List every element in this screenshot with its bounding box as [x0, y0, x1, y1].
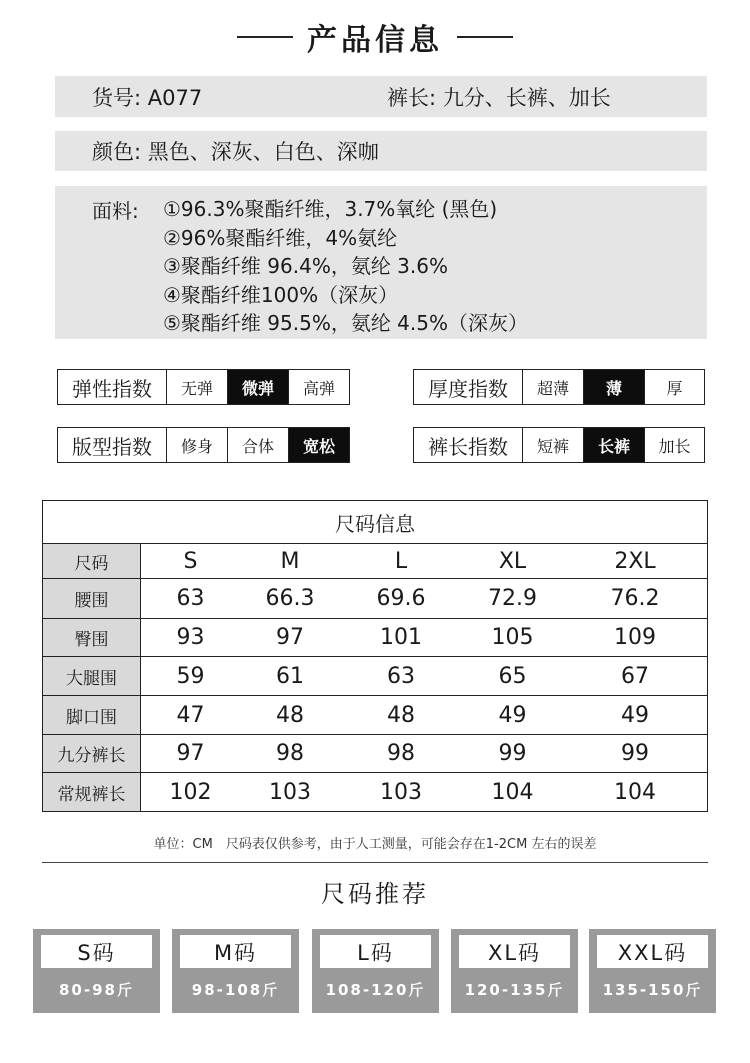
recommend-title: 尺码推荐 [321, 880, 429, 908]
card-size-label: M码 [180, 935, 291, 968]
fabric-lines [163, 195, 528, 338]
table-row [43, 735, 707, 773]
fabric-line: ②96%聚酯纤维，4%氨纶 [163, 225, 398, 250]
table-cell: 109 [614, 625, 656, 650]
table-cell: 97 [176, 741, 205, 766]
table-cell: 99 [498, 741, 527, 766]
table-cell: 48 [276, 702, 304, 728]
index-option: 修身 [167, 428, 228, 462]
table-cell: 48 [387, 702, 415, 728]
size-column-header: 2XL [614, 548, 656, 574]
thickness-index [413, 369, 705, 405]
index-option: 薄 [584, 370, 645, 404]
length-text: 裤长: 九分、长裤、加长 [387, 85, 611, 110]
fabric-line: ⑤聚酯纤维 95.5%，氨纶 4.5%（深灰） [163, 311, 528, 335]
table-cell: 76.2 [610, 586, 660, 611]
table-cell: 93 [176, 625, 205, 650]
table-cell: 72.9 [488, 586, 537, 611]
table-cell: 104 [491, 779, 534, 805]
card-weight-range: 80-98斤 [59, 981, 134, 999]
table-cell: 63 [387, 663, 415, 689]
index-label: 版型指数 [58, 428, 167, 462]
index-label: 弹性指数 [58, 370, 167, 404]
table-cell: 59 [176, 663, 205, 689]
size-column-header: L [394, 548, 408, 574]
size-header-label: 尺码 [43, 544, 141, 578]
fabric-line: ③聚酯纤维 96.4%，氨纶 3.6% [163, 254, 448, 278]
elasticity-index [57, 369, 350, 405]
size-card-xxl [589, 929, 716, 1013]
table-cell: 63 [176, 586, 205, 611]
index-option: 微弹 [228, 370, 289, 404]
table-row [43, 773, 707, 811]
index-option: 无弹 [167, 370, 228, 404]
index-label: 厚度指数 [414, 370, 523, 404]
table-cell: 47 [176, 702, 205, 728]
measurement-note: 单位：CM 尺码表仅供参考，由于人工测量，可能会存在1-2CM 左右的误差 [153, 837, 597, 852]
table-cell: 98 [387, 741, 415, 766]
sku-length-band [55, 76, 707, 117]
card-weight-range: 135-150斤 [602, 981, 703, 999]
card-size-label: XXL码 [597, 935, 708, 968]
table-cell: 65 [498, 663, 527, 689]
table-cell: 66.3 [265, 586, 315, 611]
card-weight-range: 98-108斤 [191, 981, 280, 999]
index-option: 超薄 [523, 370, 584, 404]
card-weight-range: 108-120斤 [325, 981, 426, 999]
table-cell: 97 [276, 625, 304, 650]
size-column-header: M [280, 548, 300, 574]
table-cell: 101 [380, 625, 422, 650]
size-card-s [33, 929, 160, 1013]
table-cell: 98 [276, 741, 304, 766]
index-option: 高弹 [302, 378, 335, 398]
index-option: 厚 [666, 378, 683, 398]
size-column-header: S [183, 548, 198, 574]
index-option: 长裤 [584, 428, 645, 462]
row-label: 大腿围 [43, 657, 141, 695]
table-cell: 102 [169, 779, 212, 805]
fabric-line: ④聚酯纤维100%（深灰） [163, 282, 399, 307]
table-cell: 104 [614, 779, 656, 805]
row-label: 常规裤长 [43, 773, 141, 811]
index-option: 加长 [658, 436, 691, 456]
table-row [43, 619, 707, 657]
index-option: 合体 [228, 428, 289, 462]
fit-index [57, 427, 350, 463]
table-cell: 69.6 [376, 586, 426, 611]
title-rule-right [457, 36, 513, 38]
size-column-header: XL [498, 548, 527, 574]
size-card-xl [451, 929, 578, 1013]
page-title-block [0, 12, 750, 62]
size-card-l [312, 929, 439, 1013]
table-row [43, 696, 707, 735]
card-size-label: L码 [320, 935, 431, 968]
table-cell: 99 [621, 741, 649, 766]
table-cell: 49 [498, 702, 527, 728]
row-label: 腰围 [43, 579, 141, 618]
table-cell: 105 [491, 625, 534, 650]
card-size-label: XL码 [459, 935, 570, 968]
colors-text: 颜色: 黑色、深灰、白色、深咖 [92, 140, 379, 164]
card-size-label: S码 [41, 935, 152, 968]
card-weight-range: 120-135斤 [464, 981, 565, 999]
size-card-m [172, 929, 299, 1013]
table-cell: 49 [621, 702, 649, 728]
index-option: 短裤 [523, 428, 584, 462]
table-row [43, 657, 707, 696]
index-label: 裤长指数 [414, 428, 523, 462]
length-index [413, 427, 705, 463]
table-cell: 67 [621, 663, 649, 689]
table-cell: 103 [380, 779, 422, 805]
row-label: 臀围 [43, 619, 141, 656]
row-label: 脚口围 [43, 696, 141, 734]
fabric-label: 面料: [92, 199, 139, 223]
page-title: 产品信息 [307, 23, 443, 58]
table-cell: 61 [276, 663, 304, 689]
sku-text: 货号: A077 [92, 85, 203, 110]
section-divider [42, 862, 708, 863]
table-row [43, 579, 707, 619]
fabric-line: ①96.3%聚酯纤维，3.7%氧纶 (黑色) [163, 197, 498, 221]
color-band [55, 131, 707, 171]
table-cell: 103 [269, 779, 311, 805]
size-header-row [43, 544, 707, 579]
size-table-title: 尺码信息 [43, 501, 707, 544]
row-label: 九分裤长 [43, 735, 141, 772]
index-option: 宽松 [289, 428, 349, 462]
size-table [42, 500, 708, 812]
fabric-band [55, 186, 707, 339]
title-rule-left [237, 36, 293, 38]
